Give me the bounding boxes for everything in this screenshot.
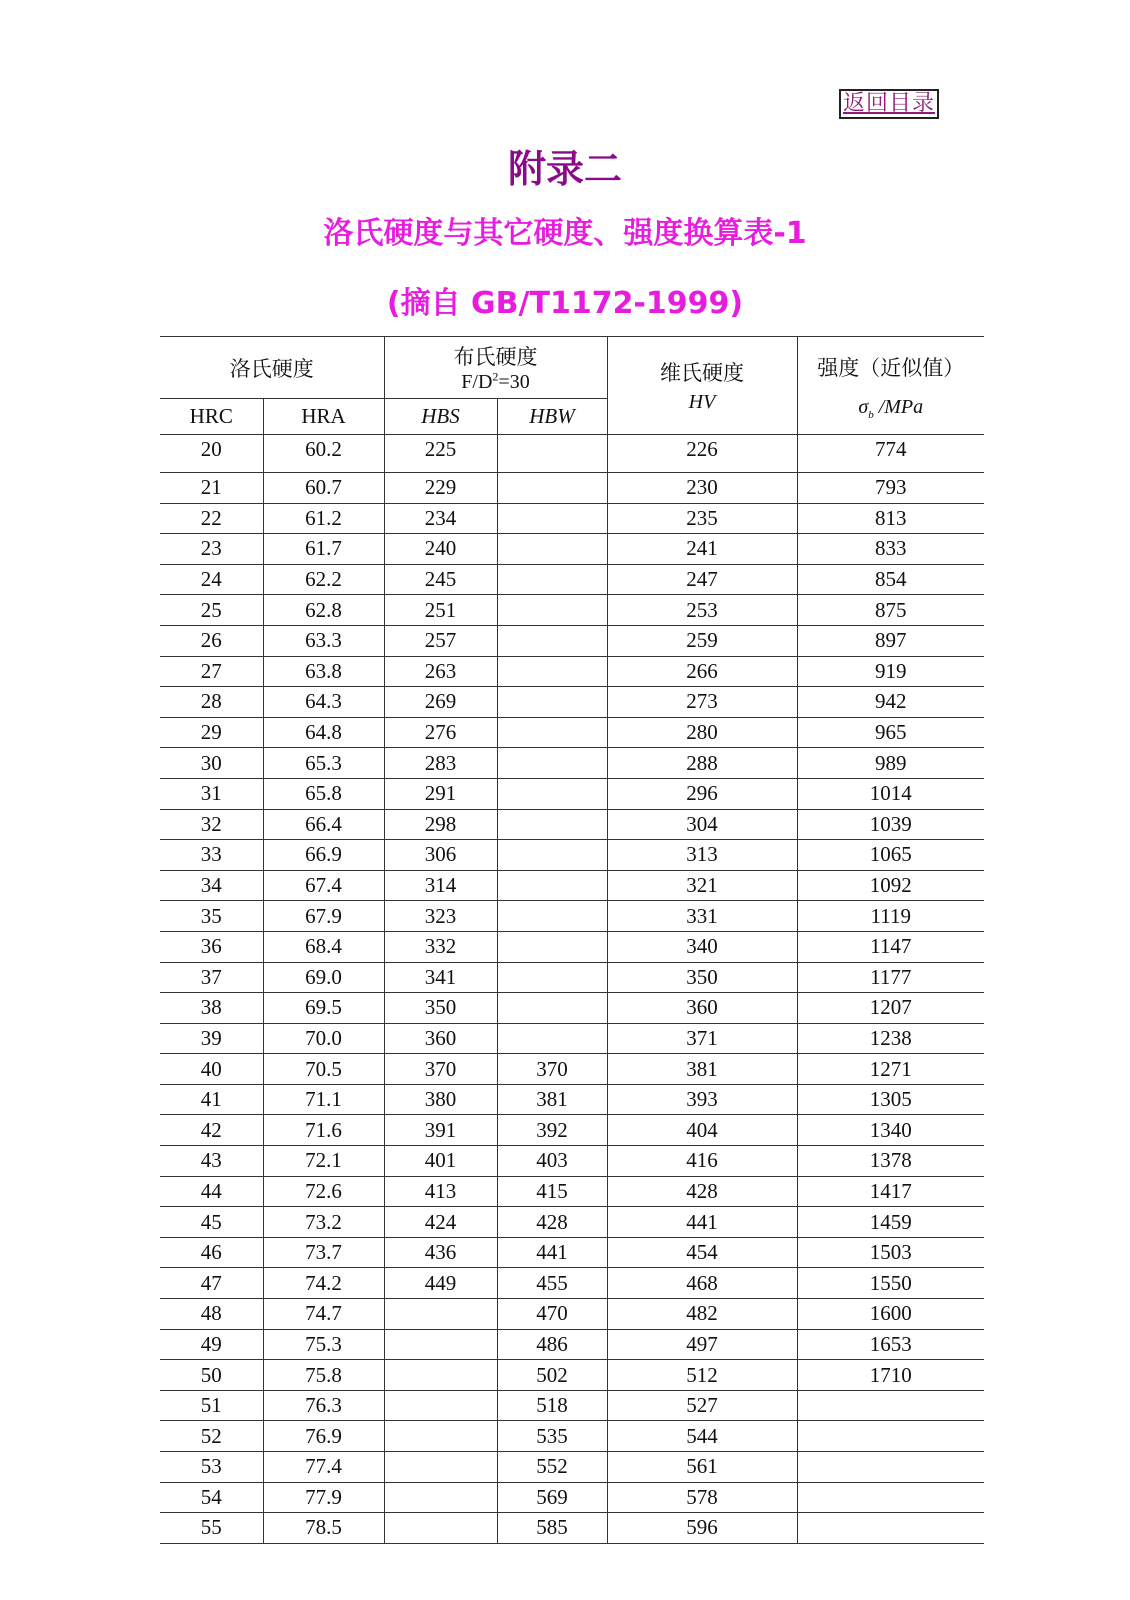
hra-cell: 70.0 [263,1023,384,1054]
hbs-cell: 257 [384,625,497,656]
hv-cell: 266 [607,656,797,687]
table-row [160,1421,984,1452]
hbs-cell: 298 [384,809,497,840]
hv-cell: 381 [607,1054,797,1085]
table-row [160,1237,984,1268]
hbw-cell [497,473,607,504]
hrc-cell: 44 [160,1176,263,1207]
hbs-cell: 263 [384,656,497,687]
hra-cell: 77.9 [263,1482,384,1513]
hv-cell: 340 [607,931,797,962]
hbs-cell: 306 [384,840,497,871]
hrc-cell: 40 [160,1054,263,1085]
hra-cell: 67.9 [263,901,384,932]
strength-cell: 1600 [797,1299,984,1330]
header-rockwell: 洛氏硬度 [160,337,384,399]
strength-cell: 1177 [797,962,984,993]
strength-cell [797,1421,984,1452]
hrc-cell: 51 [160,1390,263,1421]
hbs-cell [384,1360,497,1391]
hbw-cell: 392 [497,1115,607,1146]
hbs-cell: 391 [384,1115,497,1146]
strength-cell: 1271 [797,1054,984,1085]
header-strength-label: 强度（近似值） [817,356,965,380]
table-row [160,993,984,1024]
hbs-cell: 240 [384,534,497,565]
hra-cell: 62.8 [263,595,384,626]
strength-cell: 1207 [797,993,984,1024]
hrc-cell: 32 [160,809,263,840]
hbs-cell [384,1452,497,1483]
hbs-cell: 234 [384,503,497,534]
hv-cell: 441 [607,1207,797,1238]
table-title: 洛氏硬度与其它硬度、强度换算表-1 [323,216,807,251]
header-vickers-unit: HV [688,391,716,413]
hrc-cell: 21 [160,473,263,504]
strength-cell [797,1513,984,1544]
hv-cell: 313 [607,840,797,871]
hv-cell: 393 [607,1084,797,1115]
strength-cell: 989 [797,748,984,779]
hbw-cell [497,564,607,595]
strength-cell: 1378 [797,1146,984,1177]
hv-cell: 454 [607,1237,797,1268]
header-brinell-label: 布氏硬度 [453,345,538,369]
hbs-cell: 449 [384,1268,497,1299]
hra-cell: 62.2 [263,564,384,595]
hrc-cell: 35 [160,901,263,932]
strength-cell: 813 [797,503,984,534]
table-row [160,435,984,473]
header-vickers-label: 维氏硬度 [660,361,744,385]
hra-cell: 64.8 [263,717,384,748]
strength-cell [797,1482,984,1513]
hbw-cell: 415 [497,1176,607,1207]
hv-cell: 596 [607,1513,797,1544]
hbw-cell [497,748,607,779]
hrc-cell: 52 [160,1421,263,1452]
hv-cell: 247 [607,564,797,595]
hbw-cell [497,435,607,473]
header-hrc: HRC [160,399,263,435]
hra-cell: 68.4 [263,931,384,962]
strength-cell: 1653 [797,1329,984,1360]
table-row [160,1146,984,1177]
hrc-cell: 49 [160,1329,263,1360]
hv-cell: 404 [607,1115,797,1146]
hra-cell: 72.1 [263,1146,384,1177]
table-row [160,1452,984,1483]
hbw-cell [497,870,607,901]
hrc-cell: 37 [160,962,263,993]
hra-cell: 73.2 [263,1207,384,1238]
hbw-cell [497,809,607,840]
hbs-cell [384,1513,497,1544]
hv-cell: 544 [607,1421,797,1452]
hbw-cell: 455 [497,1268,607,1299]
hbw-cell: 370 [497,1054,607,1085]
strength-cell: 1305 [797,1084,984,1115]
hrc-cell: 50 [160,1360,263,1391]
hv-cell: 288 [607,748,797,779]
hra-cell: 60.2 [263,435,384,473]
hv-cell: 321 [607,870,797,901]
hv-cell: 561 [607,1452,797,1483]
hra-cell: 67.4 [263,870,384,901]
hbs-cell: 341 [384,962,497,993]
table-row [160,778,984,809]
table-row [160,1482,984,1513]
hbw-cell [497,901,607,932]
table-row [160,1268,984,1299]
hv-cell: 497 [607,1329,797,1360]
hbs-cell: 413 [384,1176,497,1207]
strength-cell: 897 [797,625,984,656]
table-row [160,656,984,687]
hbw-cell [497,625,607,656]
strength-cell: 1417 [797,1176,984,1207]
header-hbs: HBS [384,399,497,435]
hv-cell: 273 [607,687,797,718]
hra-cell: 63.8 [263,656,384,687]
hbw-cell [497,534,607,565]
hbw-cell [497,962,607,993]
hv-cell: 416 [607,1146,797,1177]
hrc-cell: 42 [160,1115,263,1146]
hrc-cell: 20 [160,435,263,473]
hbs-cell: 360 [384,1023,497,1054]
hv-cell: 527 [607,1390,797,1421]
hbs-cell: 291 [384,778,497,809]
hrc-cell: 24 [160,564,263,595]
hrc-cell: 53 [160,1452,263,1483]
hrc-cell: 34 [160,870,263,901]
header-vickers [607,337,797,435]
hbw-cell: 518 [497,1390,607,1421]
hbs-cell [384,1329,497,1360]
hra-cell: 78.5 [263,1513,384,1544]
standard-source: (摘自 GB/T1172-1999) [386,286,744,321]
hbs-cell: 332 [384,931,497,962]
hrc-cell: 27 [160,656,263,687]
strength-cell: 1238 [797,1023,984,1054]
hbw-cell [497,993,607,1024]
header-strength [797,337,984,435]
hbw-cell [497,717,607,748]
hbs-cell: 251 [384,595,497,626]
hrc-cell: 22 [160,503,263,534]
strength-cell: 1039 [797,809,984,840]
header-hbw: HBW [497,399,607,435]
hbs-cell: 276 [384,717,497,748]
hbw-cell: 585 [497,1513,607,1544]
hra-cell: 69.0 [263,962,384,993]
hv-cell: 360 [607,993,797,1024]
hra-cell: 75.3 [263,1329,384,1360]
hra-cell: 76.9 [263,1421,384,1452]
hv-cell: 235 [607,503,797,534]
hbs-cell: 380 [384,1084,497,1115]
strength-cell [797,1390,984,1421]
hbs-cell: 370 [384,1054,497,1085]
hbs-cell: 283 [384,748,497,779]
table-row [160,748,984,779]
table-row [160,1023,984,1054]
hrc-cell: 47 [160,1268,263,1299]
hbw-cell [497,1023,607,1054]
strength-cell [797,1452,984,1483]
hv-cell: 280 [607,717,797,748]
strength-cell: 1710 [797,1360,984,1391]
hv-cell: 226 [607,435,797,473]
hrc-cell: 23 [160,534,263,565]
hbs-cell: 314 [384,870,497,901]
hrc-cell: 26 [160,625,263,656]
hbs-cell: 225 [384,435,497,473]
hbs-cell [384,1421,497,1452]
strength-cell: 793 [797,473,984,504]
hrc-cell: 46 [160,1237,263,1268]
hbw-cell: 441 [497,1237,607,1268]
table-row [160,625,984,656]
hbw-cell: 552 [497,1452,607,1483]
strength-cell: 1459 [797,1207,984,1238]
hra-cell: 72.6 [263,1176,384,1207]
hra-cell: 63.3 [263,625,384,656]
strength-cell: 1550 [797,1268,984,1299]
hbs-cell: 436 [384,1237,497,1268]
hra-cell: 69.5 [263,993,384,1024]
hrc-cell: 29 [160,717,263,748]
hbs-cell: 323 [384,901,497,932]
strength-cell: 774 [797,435,984,473]
strength-cell: 1503 [797,1237,984,1268]
table-row [160,595,984,626]
table-row [160,1084,984,1115]
hrc-cell: 45 [160,1207,263,1238]
hv-cell: 371 [607,1023,797,1054]
hbw-cell [497,840,607,871]
hbs-cell: 269 [384,687,497,718]
hra-cell: 74.2 [263,1268,384,1299]
table-row [160,687,984,718]
hbw-cell: 486 [497,1329,607,1360]
hbw-cell: 428 [497,1207,607,1238]
table-body [160,435,984,1544]
table-row [160,1115,984,1146]
hbw-cell: 403 [497,1146,607,1177]
hra-cell: 60.7 [263,473,384,504]
hv-cell: 468 [607,1268,797,1299]
hrc-cell: 30 [160,748,263,779]
hrc-cell: 33 [160,840,263,871]
hra-cell: 70.5 [263,1054,384,1085]
hra-cell: 61.7 [263,534,384,565]
hbw-cell [497,931,607,962]
strength-cell: 965 [797,717,984,748]
hra-cell: 65.3 [263,748,384,779]
hv-cell: 512 [607,1360,797,1391]
table-row [160,1054,984,1085]
hra-cell: 66.9 [263,840,384,871]
hra-cell: 71.6 [263,1115,384,1146]
hbs-cell: 424 [384,1207,497,1238]
hv-cell: 482 [607,1299,797,1330]
hra-cell: 71.1 [263,1084,384,1115]
table-row [160,503,984,534]
hra-cell: 66.4 [263,809,384,840]
table-row [160,473,984,504]
hbw-cell: 569 [497,1482,607,1513]
hra-cell: 77.4 [263,1452,384,1483]
table-row [160,1513,984,1544]
strength-cell: 1065 [797,840,984,871]
table-row [160,1176,984,1207]
table-row [160,840,984,871]
hra-cell: 75.8 [263,1360,384,1391]
hbs-cell [384,1299,497,1330]
hv-cell: 253 [607,595,797,626]
hv-cell: 296 [607,778,797,809]
hbw-cell: 470 [497,1299,607,1330]
hra-cell: 64.3 [263,687,384,718]
strength-cell: 833 [797,534,984,565]
hbw-cell [497,595,607,626]
table-row [160,1299,984,1330]
hrc-cell: 36 [160,931,263,962]
hv-cell: 578 [607,1482,797,1513]
hrc-cell: 55 [160,1513,263,1544]
hbs-cell: 229 [384,473,497,504]
strength-cell: 875 [797,595,984,626]
strength-cell: 1147 [797,931,984,962]
hv-cell: 230 [607,473,797,504]
hra-cell: 74.7 [263,1299,384,1330]
hbw-cell [497,778,607,809]
table-row [160,870,984,901]
hbs-cell: 401 [384,1146,497,1177]
hbw-cell: 535 [497,1421,607,1452]
hardness-conversion-table [160,336,984,1544]
hrc-cell: 38 [160,993,263,1024]
header-hra: HRA [263,399,384,435]
table-row [160,931,984,962]
hv-cell: 331 [607,901,797,932]
table-row [160,1390,984,1421]
hbs-cell: 350 [384,993,497,1024]
hra-cell: 61.2 [263,503,384,534]
hv-cell: 304 [607,809,797,840]
hbs-cell [384,1482,497,1513]
hbs-cell: 245 [384,564,497,595]
hrc-cell: 54 [160,1482,263,1513]
table-row [160,962,984,993]
hv-cell: 259 [607,625,797,656]
hv-cell: 350 [607,962,797,993]
hra-cell: 73.7 [263,1237,384,1268]
hbw-cell [497,503,607,534]
strength-cell: 854 [797,564,984,595]
table-row [160,564,984,595]
hrc-cell: 41 [160,1084,263,1115]
strength-cell: 1092 [797,870,984,901]
header-strength-unit: $\sigma_b$ /MPa [858,396,924,421]
hrc-cell: 25 [160,595,263,626]
appendix-title: 附录二 [507,147,622,191]
table-row [160,717,984,748]
table-row [160,901,984,932]
header-brinell-condition: $F/D^2=30$ [461,369,530,393]
hrc-cell: 31 [160,778,263,809]
hv-cell: 241 [607,534,797,565]
hbw-cell [497,687,607,718]
hrc-cell: 28 [160,687,263,718]
hra-cell: 76.3 [263,1390,384,1421]
hbw-cell: 502 [497,1360,607,1391]
strength-cell: 919 [797,656,984,687]
header-brinell [384,337,607,399]
strength-cell: 1014 [797,778,984,809]
back-to-contents-link[interactable]: 返回目录 [839,89,939,119]
hbs-cell [384,1390,497,1421]
strength-cell: 942 [797,687,984,718]
table-row [160,809,984,840]
table-row [160,534,984,565]
hra-cell: 65.8 [263,778,384,809]
hv-cell: 428 [607,1176,797,1207]
hbw-cell: 381 [497,1084,607,1115]
strength-cell: 1340 [797,1115,984,1146]
table-row [160,1207,984,1238]
hbw-cell [497,656,607,687]
hrc-cell: 48 [160,1299,263,1330]
strength-cell: 1119 [797,901,984,932]
hrc-cell: 43 [160,1146,263,1177]
table-row [160,1329,984,1360]
table-row [160,1360,984,1391]
hrc-cell: 39 [160,1023,263,1054]
